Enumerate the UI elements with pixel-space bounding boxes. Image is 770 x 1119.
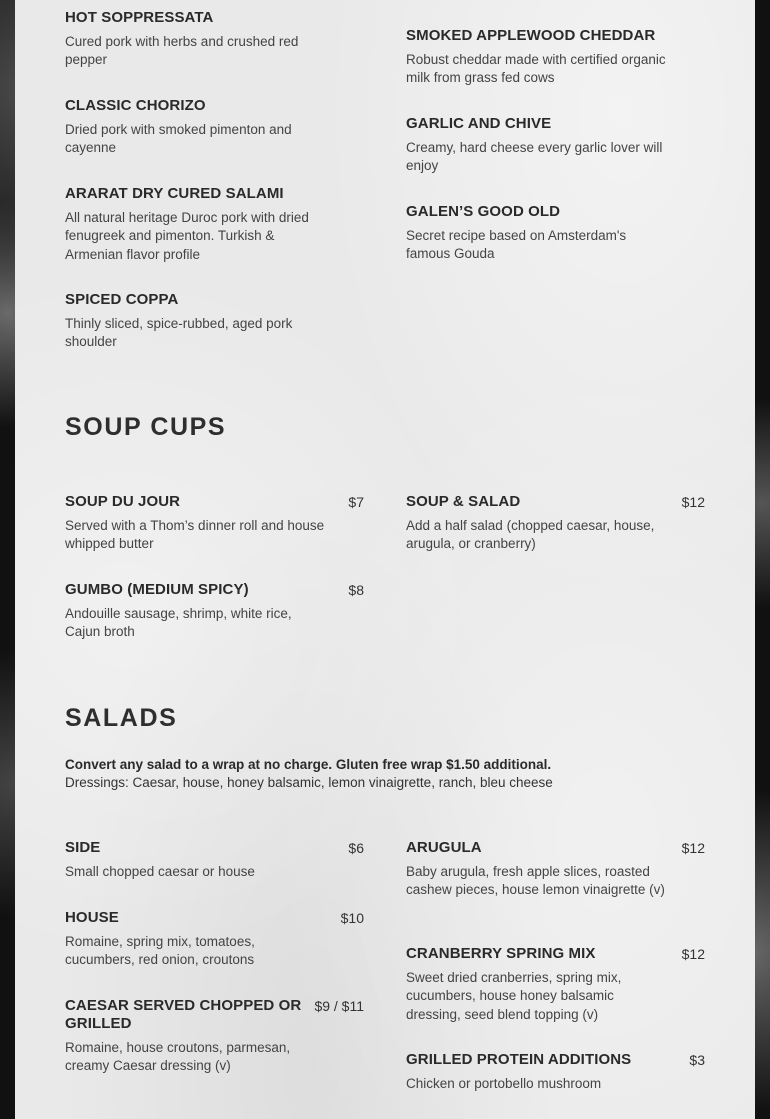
item-description: Cured pork with herbs and crushed red pepper bbox=[65, 34, 299, 68]
menu-item-ararat-salami bbox=[65, 185, 364, 264]
dressings-note: Dressings: Caesar, house, honey balsamic, lemon vinaigrette, ranch, bleu cheese bbox=[65, 775, 553, 790]
item-name: SOUP & SALAD bbox=[406, 493, 521, 510]
item-description: Served with a Thom’s dinner roll and house whipped butter bbox=[65, 518, 325, 552]
menu-item-house-salad bbox=[65, 909, 364, 970]
section-title-salads: SALADS bbox=[65, 704, 178, 732]
menu-item-garlic-and-chive bbox=[406, 115, 705, 176]
item-name: SIDE bbox=[65, 839, 101, 856]
item-description: Baby arugula, fresh apple slices, roasted cashew pieces, house lemon vinaigrette (v) bbox=[406, 864, 665, 898]
menu-item-smoked-applewood-cheddar bbox=[406, 27, 705, 88]
item-name: ARARAT DRY CURED SALAMI bbox=[65, 185, 284, 202]
item-name: SMOKED APPLEWOOD CHEDDAR bbox=[406, 27, 656, 44]
item-price: $7 bbox=[348, 494, 364, 510]
item-name: SPICED COPPA bbox=[65, 291, 179, 308]
menu-item-soup-du-jour bbox=[65, 493, 364, 554]
item-description: Andouille sausage, shrimp, white rice, Cajun broth bbox=[65, 606, 292, 640]
menu-item-soup-and-salad bbox=[406, 493, 705, 554]
item-name: HOT SOPPRESSATA bbox=[65, 9, 214, 26]
item-name: CLASSIC CHORIZO bbox=[65, 97, 206, 114]
item-description: Romaine, spring mix, tomatoes, cucumbers, red onion, croutons bbox=[65, 934, 255, 968]
menu-item-spiced-coppa bbox=[65, 291, 364, 352]
item-price: $3 bbox=[689, 1052, 705, 1068]
item-name: GALEN’S GOOD OLD bbox=[406, 203, 561, 220]
item-description: All natural heritage Duroc pork with dried fenugreek and pimenton. Turkish & Armenian flavor profile bbox=[65, 210, 309, 262]
menu-item-classic-chorizo bbox=[65, 97, 364, 158]
item-description: Thinly sliced, spice-rubbed, aged pork shoulder bbox=[65, 316, 293, 350]
item-description: Creamy, hard cheese every garlic lover will enjoy bbox=[406, 140, 663, 174]
item-price: $12 bbox=[681, 494, 705, 510]
item-price: $9 / $11 bbox=[314, 998, 364, 1014]
item-description: Dried pork with smoked pimenton and cayenne bbox=[65, 122, 292, 156]
item-description: Small chopped caesar or house bbox=[65, 864, 255, 879]
item-price: $12 bbox=[681, 946, 705, 962]
item-description: Chicken or portobello mushroom bbox=[406, 1076, 602, 1091]
menu-item-side-salad bbox=[65, 839, 364, 881]
menu-item-grilled-protein-additions bbox=[406, 1051, 705, 1093]
item-description: Secret recipe based on Amsterdam's famous Gouda bbox=[406, 228, 627, 262]
item-price: $8 bbox=[348, 582, 364, 598]
menu-item-gumbo bbox=[65, 581, 364, 642]
item-name: HOUSE bbox=[65, 909, 119, 926]
section-title-soup-cups: SOUP CUPS bbox=[65, 413, 227, 441]
menu-item-arugula-salad bbox=[406, 839, 705, 900]
item-description: Sweet dried cranberries, spring mix, cucumbers, house honey balsamic dressing, seed blend topping (v) bbox=[406, 970, 622, 1022]
menu-item-cranberry-spring-mix bbox=[406, 945, 705, 1024]
menu-item-hot-soppressata bbox=[65, 9, 364, 70]
menu-item-galens-good-old bbox=[406, 203, 705, 264]
item-description: Add a half salad (chopped caesar, house, arugula, or cranberry) bbox=[406, 518, 655, 552]
salad-note bbox=[65, 756, 553, 792]
item-price: $6 bbox=[348, 840, 364, 856]
item-name: GUMBO (MEDIUM SPICY) bbox=[65, 581, 249, 598]
item-price: $12 bbox=[681, 840, 705, 856]
item-description: Romaine, house croutons, parmesan, creamy Caesar dressing (v) bbox=[65, 1040, 291, 1074]
item-name: GRILLED PROTEIN ADDITIONS bbox=[406, 1051, 632, 1068]
item-name: GARLIC AND CHIVE bbox=[406, 115, 552, 132]
item-name: CRANBERRY SPRING MIX bbox=[406, 945, 596, 962]
wrap-note: Convert any salad to a wrap at no charge. Gluten free wrap $1.50 additional. bbox=[65, 757, 552, 772]
menu-item-caesar-salad bbox=[65, 997, 364, 1076]
item-price: $10 bbox=[340, 910, 364, 926]
item-name: SOUP DU JOUR bbox=[65, 493, 181, 510]
item-name: ARUGULA bbox=[406, 839, 482, 856]
item-description: Robust cheddar made with certified organic milk from grass fed cows bbox=[406, 52, 666, 86]
item-name: CAESAR SERVED CHOPPED OR GRILLED bbox=[65, 997, 302, 1032]
